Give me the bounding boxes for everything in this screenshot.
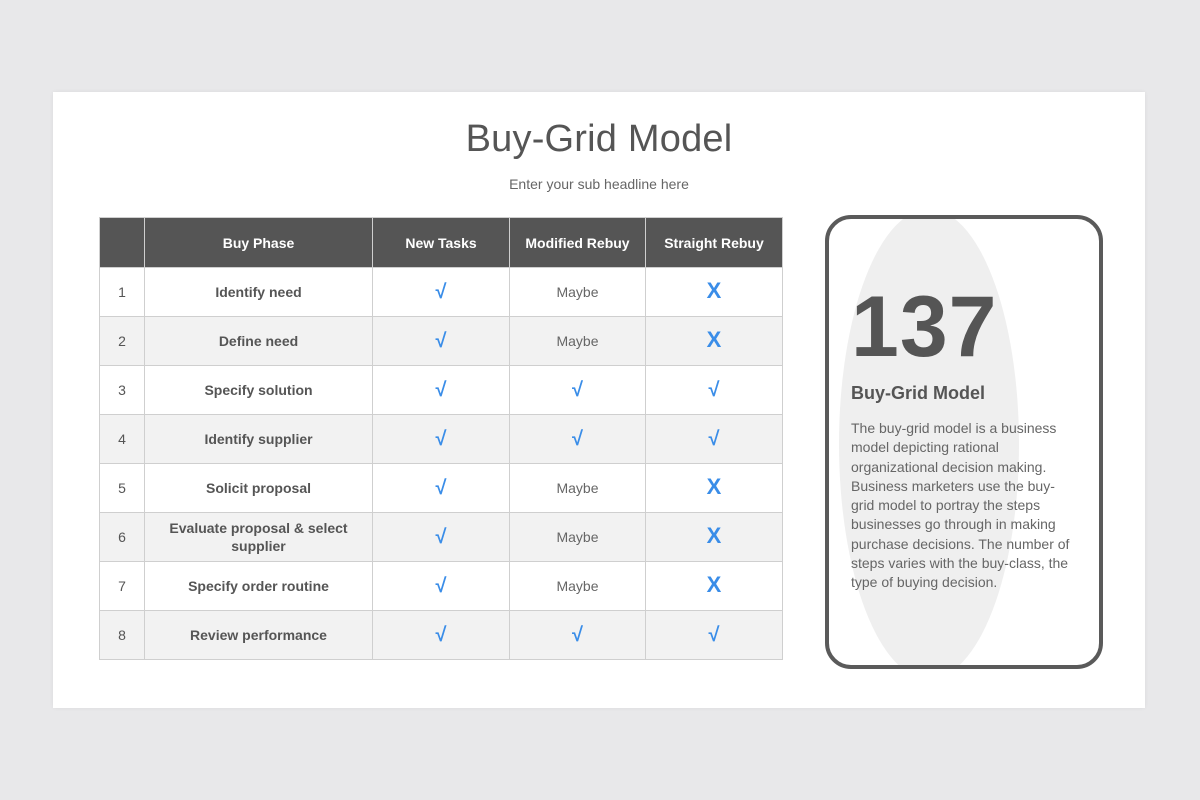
cross-icon: X [706,523,722,548]
row-number [100,317,145,366]
row-number-text: 5 [118,480,126,496]
table-row [100,513,783,562]
check-icon: √ [435,476,447,499]
straight-rebuy-cell [646,415,783,464]
check-icon: √ [708,427,720,450]
buy-phase-cell [145,562,373,611]
straight-rebuy-cell [646,268,783,317]
table-row [100,464,783,513]
straight-rebuy-cell [646,562,783,611]
straight-rebuy-cell [646,317,783,366]
buy-phase-cell-text: Specify solution [204,382,313,398]
row-number [100,513,145,562]
modified-rebuy-cell [510,366,646,415]
info-card [825,215,1103,669]
buy-phase-cell-text: Identify need [215,284,302,300]
card-number: 137 [851,279,998,375]
new-tasks-cell [373,562,510,611]
new-tasks-cell [373,611,510,660]
slide-title: Buy-Grid Model [465,118,733,160]
check-icon: √ [572,427,583,450]
cross-icon: X [706,327,722,352]
header-number [100,218,145,268]
buy-phase-cell [145,366,373,415]
straight-rebuy-cell [646,513,783,562]
card-heading: Buy-Grid Model [851,383,985,403]
cross-icon: X [706,474,722,499]
new-tasks-cell [373,513,510,562]
modified-rebuy-cell [510,611,646,660]
modified-rebuy-cell [510,317,646,366]
check-icon: √ [572,378,583,401]
check-icon: √ [572,623,583,646]
buy-phase-cell-text: Identify supplier [204,431,313,447]
maybe-label: Maybe [556,284,599,300]
check-icon: √ [435,574,447,597]
check-icon: √ [435,525,447,548]
row-number-text: 8 [118,627,126,643]
modified-rebuy-cell [510,268,646,317]
buy-phase-cell [145,317,373,366]
header-buy-phase: Buy Phase [145,218,373,268]
table-row [100,611,783,660]
table-body [100,268,783,660]
check-icon: √ [435,427,447,450]
new-tasks-cell [373,317,510,366]
header-straight-rebuy: Straight Rebuy [646,218,783,268]
straight-rebuy-cell [646,464,783,513]
check-icon: √ [708,378,720,401]
buy-grid-table [99,217,783,660]
header-modified-rebuy: Modified Rebuy [510,218,646,268]
buy-phase-cell-text: Specify order routine [188,578,329,594]
maybe-label: Maybe [556,529,599,545]
straight-rebuy-cell [646,366,783,415]
maybe-label: Maybe [556,333,599,349]
new-tasks-cell [373,268,510,317]
buy-phase-cell-text: Define need [218,333,299,349]
buy-phase-cell [145,268,373,317]
row-number [100,464,145,513]
modified-rebuy-cell [510,513,646,562]
straight-rebuy-cell [646,611,783,660]
table-row [100,317,783,366]
modified-rebuy-cell [510,415,646,464]
table-row [100,415,783,464]
buy-phase-cell [145,464,373,513]
buy-phase-cell-text: Solicit proposal [205,480,311,496]
maybe-label: Maybe [556,578,599,594]
row-number-text: 4 [118,431,126,447]
buy-phase-cell-text: Review performance [190,627,327,643]
row-number [100,562,145,611]
header-new-tasks: New Tasks [373,218,510,268]
table-row [100,562,783,611]
modified-rebuy-cell [510,562,646,611]
card-description: The buy-grid model is a business model depicting rational organizational decision making. Business marketers use the buy-grid model to portray the steps businesses go through in making purchase decisions. The number of steps varies with the buy-class, the type of buying decision. [851,420,1070,591]
cross-icon: X [706,572,722,597]
slide-subtitle: Enter your sub headline here [509,176,689,192]
check-icon: √ [435,280,447,303]
slide [53,92,1145,708]
check-icon: √ [435,623,447,646]
maybe-label: Maybe [556,480,599,496]
buy-phase-cell-text: Evaluate proposal & select supplier [169,520,348,554]
row-number [100,415,145,464]
row-number [100,268,145,317]
new-tasks-cell [373,415,510,464]
buy-phase-cell [145,611,373,660]
check-icon: √ [435,329,447,352]
row-number-text: 3 [118,382,126,398]
row-number-text: 2 [118,333,126,349]
modified-rebuy-cell [510,464,646,513]
new-tasks-cell [373,366,510,415]
table-row [100,268,783,317]
row-number [100,366,145,415]
row-number [100,611,145,660]
row-number-text: 7 [118,578,126,594]
table-header-row [100,218,783,268]
buy-phase-cell [145,415,373,464]
check-icon: √ [435,378,447,401]
buy-phase-cell [145,513,373,562]
table-row [100,366,783,415]
cross-icon: X [706,278,722,303]
new-tasks-cell [373,464,510,513]
check-icon: √ [708,623,720,646]
row-number-text: 6 [118,529,126,545]
row-number-text: 1 [118,284,126,300]
